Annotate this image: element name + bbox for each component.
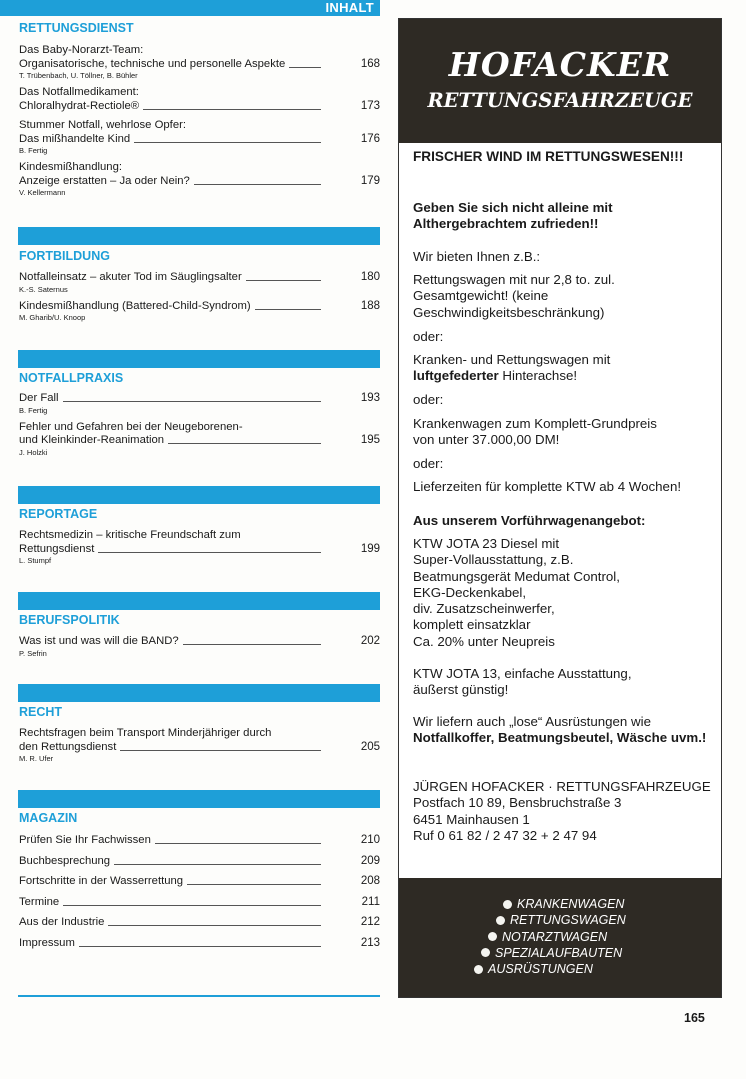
entry-author: P. Sefrin	[19, 648, 47, 658]
toc-entry[interactable]	[19, 937, 380, 951]
entry-author: V. Kellermann	[19, 188, 66, 197]
leader-line	[183, 644, 321, 645]
entry-last-line	[19, 937, 380, 951]
entry-title-line: Rechtsmedizin – kritische Freundschaft zum	[19, 529, 241, 541]
section-entries	[19, 271, 380, 328]
ad-offer-2	[413, 352, 718, 385]
toc-entry[interactable]	[19, 44, 380, 80]
entry-title-fill	[19, 133, 325, 147]
entry-page-number: 195	[360, 434, 380, 446]
line-bold: Notfallkoffer, Beatmungsbeutel, Wäsche uvm.!	[413, 730, 707, 746]
leader-line	[63, 401, 321, 402]
entry-last-line	[19, 635, 380, 649]
entry-title-line: Anzeige erstatten – Ja oder Nein?	[19, 174, 190, 187]
entry-title-line: Kindesmißhandlung:	[19, 161, 122, 173]
entry-title-fill	[19, 100, 325, 114]
ad-banner	[399, 19, 721, 143]
section-entries	[19, 834, 380, 957]
entry-page-number: 211	[361, 895, 380, 908]
entry-page-number: 173	[360, 99, 380, 112]
toc-entry[interactable]	[19, 635, 380, 658]
entry-title-fill	[19, 896, 325, 910]
leader-line	[108, 925, 321, 926]
page-number: 165	[684, 1011, 705, 1025]
line: KTW JOTA 23 Diesel mit	[413, 536, 560, 551]
header-label: INHALT	[325, 0, 374, 15]
entry-author: M. Gharib/U. Knoop	[19, 313, 86, 322]
ad-demo-2: KTW JOTA 13, einfache Ausstattung, äußerst günstig!	[413, 666, 632, 698]
bullet-icon	[488, 932, 497, 941]
ad-offer-intro: Wir bieten Ihnen z.B.:	[413, 249, 541, 264]
entry-page-number: 212	[360, 916, 380, 928]
section-heading: BERUFSPOLITIK	[19, 613, 120, 627]
ad-offer-1: Rettungswagen mit nur 2,8 to. zul. Gesamtgewicht! (keine Geschwindigkeitsbeschränkung)	[413, 272, 615, 320]
ad-offer-4: Lieferzeiten für komplette KTW ab 4 Wochen!	[413, 479, 682, 494]
section-band	[18, 486, 380, 504]
entry-author: B. Fertig	[19, 146, 48, 155]
line: div. Zusatzscheinwerfer,	[413, 601, 555, 617]
line: Wir liefern auch „lose“ Ausrüstungen wie	[413, 714, 651, 729]
label: RETTUNGSWAGEN	[510, 913, 626, 928]
brand-subtitle: RETTUNGSFAHRZEUGE	[427, 89, 693, 112]
entry-page-number: 199	[360, 542, 380, 555]
bullet-icon	[503, 900, 512, 909]
entry-title-line: Organisatorische, technische und personelle Aspekte	[19, 57, 286, 70]
entry-title-line: Fortschritte in der Wasserrettung	[19, 875, 184, 887]
leader-line	[168, 443, 321, 444]
line: Postfach 10 89, Bensbruchstraße 3	[413, 795, 622, 811]
entry-title-line: Was ist und was will die BAND?	[19, 635, 179, 647]
line: EKG-Deckenkabel,	[413, 584, 527, 600]
entry-title-line: Kindesmißhandlung (Battered-Child-Syndrom)	[19, 299, 251, 312]
label: AUSRÜSTUNGEN	[488, 962, 593, 977]
section-band	[18, 350, 380, 368]
section-band	[18, 227, 380, 245]
entry-title-line: Prüfen Sie Ihr Fachwissen	[19, 834, 151, 846]
leader-line	[255, 309, 321, 310]
entry-title-line: Buchbesprechung	[19, 854, 111, 867]
leader-line	[120, 750, 321, 751]
entry-title-line: Der Fall	[19, 392, 59, 404]
entry-page-number: 205	[360, 740, 380, 753]
leader-line	[79, 946, 321, 947]
toc-entry[interactable]	[19, 392, 380, 415]
ad-oder-1: oder:	[413, 329, 444, 344]
entry-title-fill	[19, 543, 325, 557]
line: Beatmungsgerät Medumat Control,	[413, 568, 620, 584]
section-band	[18, 592, 380, 610]
entry-title-line: Aus der Industrie	[19, 916, 105, 928]
section-heading: RECHT	[19, 705, 63, 719]
divider	[18, 995, 380, 997]
line: JÜRGEN HOFACKER · RETTUNGSFAHRZEUGE	[413, 779, 711, 794]
leader-line	[114, 864, 321, 865]
entry-title-fill	[19, 741, 325, 755]
text: Kranken- und Rettungswagen mit	[413, 352, 611, 367]
entry-title-line: Das Baby-Norarzt-Team:	[19, 44, 144, 56]
ad-product-panel	[399, 878, 721, 997]
entry-last-line	[19, 875, 380, 889]
entry-author: L. Stumpf	[19, 556, 52, 565]
entry-page-number: 210	[360, 834, 380, 846]
entry-title-fill	[19, 58, 325, 72]
entry-title-fill	[19, 937, 325, 951]
line: Ruf 0 61 82 / 2 47 32 + 2 47 94	[413, 827, 597, 843]
entry-last-line	[19, 543, 380, 557]
toc-entry[interactable]	[19, 875, 380, 889]
line: Super-Vollausstattung, z.B.	[413, 552, 574, 568]
entry-title-line: Das mißhandelte Kind	[19, 132, 131, 145]
entry-title-fill	[19, 916, 325, 930]
leader-line	[246, 280, 321, 281]
section-heading: REPORTAGE	[19, 507, 98, 521]
entry-last-line	[19, 434, 380, 448]
section-entries	[19, 44, 380, 203]
label: NOTARZTWAGEN	[502, 929, 608, 944]
ad-extra	[413, 714, 718, 747]
entry-page-number: 208	[360, 875, 380, 887]
section-entries	[19, 392, 380, 463]
section-band	[18, 790, 380, 808]
header-bar	[0, 0, 380, 16]
product-item	[474, 961, 746, 977]
product-item	[481, 945, 746, 961]
entry-last-line	[19, 58, 380, 72]
entry-title-fill	[19, 855, 325, 869]
leader-line	[289, 67, 321, 68]
section-heading: MAGAZIN	[19, 811, 78, 825]
entry-page-number: 179	[360, 174, 380, 187]
bullet-icon	[481, 948, 490, 957]
entry-page-number: 188	[360, 299, 380, 312]
entry-last-line	[19, 100, 380, 114]
toc-entry[interactable]	[19, 916, 380, 930]
toc-entry[interactable]	[19, 421, 380, 457]
line: Ca. 20% unter Neupreis	[413, 633, 555, 649]
product-item	[496, 912, 746, 928]
section-heading: NOTFALLPRAXIS	[19, 371, 124, 385]
entry-title-line: Chloralhydrat-Rectiole®	[19, 99, 140, 112]
toc-entry[interactable]	[19, 86, 380, 113]
toc-entry[interactable]	[19, 300, 380, 323]
label: KRANKENWAGEN	[517, 897, 625, 911]
ad-demo-title: Aus unserem Vorführwagenangebot:	[413, 513, 646, 528]
toc-entry[interactable]	[19, 119, 380, 155]
toc-entry[interactable]	[19, 727, 380, 763]
entry-title-line: den Rettungsdienst	[19, 740, 117, 753]
bullet-icon	[474, 965, 483, 974]
toc-entry[interactable]	[19, 161, 380, 197]
leader-line	[187, 884, 321, 885]
entry-title-fill	[19, 175, 325, 189]
entry-page-number: 176	[360, 132, 380, 145]
entry-last-line	[19, 916, 380, 930]
entry-page-number: 209	[360, 854, 380, 867]
entry-title-fill	[19, 392, 325, 406]
text: Hinterachse!	[502, 368, 578, 384]
entry-title-line: Termine	[19, 895, 60, 908]
entry-title-fill	[19, 271, 325, 285]
entry-title-fill	[19, 875, 325, 889]
advertisement	[398, 18, 722, 998]
entry-title-line: Stummer Notfall, wehrlose Opfer:	[19, 119, 186, 131]
entry-page-number: 193	[360, 392, 380, 404]
ad-oder-2: oder:	[413, 392, 444, 407]
toc-entry[interactable]	[19, 271, 380, 294]
entry-title-line: Notfalleinsatz – akuter Tod im Säuglingsalter	[19, 271, 242, 283]
entry-page-number: 180	[360, 271, 380, 283]
product-item	[488, 929, 746, 945]
leader-line	[194, 184, 321, 185]
entry-title-fill	[19, 635, 325, 649]
section-band	[18, 684, 380, 702]
ad-address	[413, 779, 718, 844]
product-item	[503, 896, 746, 912]
section-entries	[19, 529, 380, 571]
entry-title-fill	[19, 434, 325, 448]
entry-last-line	[19, 300, 380, 314]
entry-last-line	[19, 834, 380, 848]
entry-title-line: Das Notfallmedikament:	[19, 86, 139, 98]
entry-title-line: und Kleinkinder-Reanimation	[19, 434, 165, 446]
ad-demo-1	[413, 536, 718, 650]
text-bold: luftgefederter	[413, 368, 499, 384]
entry-page-number: 202	[360, 635, 380, 647]
entry-last-line	[19, 896, 380, 910]
entry-author: T. Trübenbach, U. Töllner, B. Bühler	[19, 71, 138, 80]
entry-last-line	[19, 392, 380, 406]
leader-line	[143, 109, 321, 110]
toc-entry[interactable]	[19, 855, 380, 869]
entry-last-line	[19, 855, 380, 869]
product-list	[399, 896, 721, 977]
ad-offer-3: Krankenwagen zum Komplett-Grundpreis von unter 37.000,00 DM!	[413, 416, 657, 448]
brand-logo: HOFACKER	[448, 45, 672, 84]
ad-oder-3: oder:	[413, 456, 444, 471]
toc-entry[interactable]	[19, 529, 380, 565]
leader-line	[63, 905, 321, 906]
section-entries	[19, 635, 380, 664]
section-entries	[19, 727, 380, 769]
toc-entry[interactable]	[19, 896, 380, 910]
entry-page-number: 168	[360, 57, 380, 70]
ad-headline: FRISCHER WIND IM RETTUNGSWESEN!!!	[413, 149, 684, 164]
entry-last-line	[19, 175, 380, 189]
entry-title-line: Rettungsdienst	[19, 542, 95, 555]
entry-title-line: Fehler und Gefahren bei der Neugeborenen-	[19, 420, 243, 433]
entry-title-line: Impressum	[19, 936, 75, 949]
leader-line	[155, 843, 321, 844]
entry-title-fill	[19, 300, 325, 314]
entry-last-line	[19, 271, 380, 285]
label: SPEZIALAUFBAUTEN	[495, 945, 623, 960]
line: komplett einsatzklar	[413, 617, 531, 633]
entry-page-number: 213	[360, 936, 380, 949]
bullet-icon	[496, 916, 505, 925]
entry-author: M. R. Ufer	[19, 754, 54, 763]
entry-title-line: Rechtsfragen beim Transport Minderjähriger durch	[19, 727, 272, 739]
ad-intro: Geben Sie sich nicht alleine mit Althergebrachtem zufrieden!!	[413, 200, 613, 232]
leader-line	[98, 552, 321, 553]
entry-author: J. Holzki	[19, 447, 48, 457]
entry-title-fill	[19, 834, 325, 848]
section-heading: RETTUNGSDIENST	[19, 21, 134, 35]
entry-author: K.-S. Saternus	[19, 284, 68, 294]
line: 6451 Mainhausen 1	[413, 811, 530, 827]
entry-last-line	[19, 133, 380, 147]
section-heading: FORTBILDUNG	[19, 249, 110, 263]
leader-line	[134, 142, 321, 143]
toc-entry[interactable]	[19, 834, 380, 848]
entry-author: B. Fertig	[19, 405, 48, 415]
entry-last-line	[19, 741, 380, 755]
